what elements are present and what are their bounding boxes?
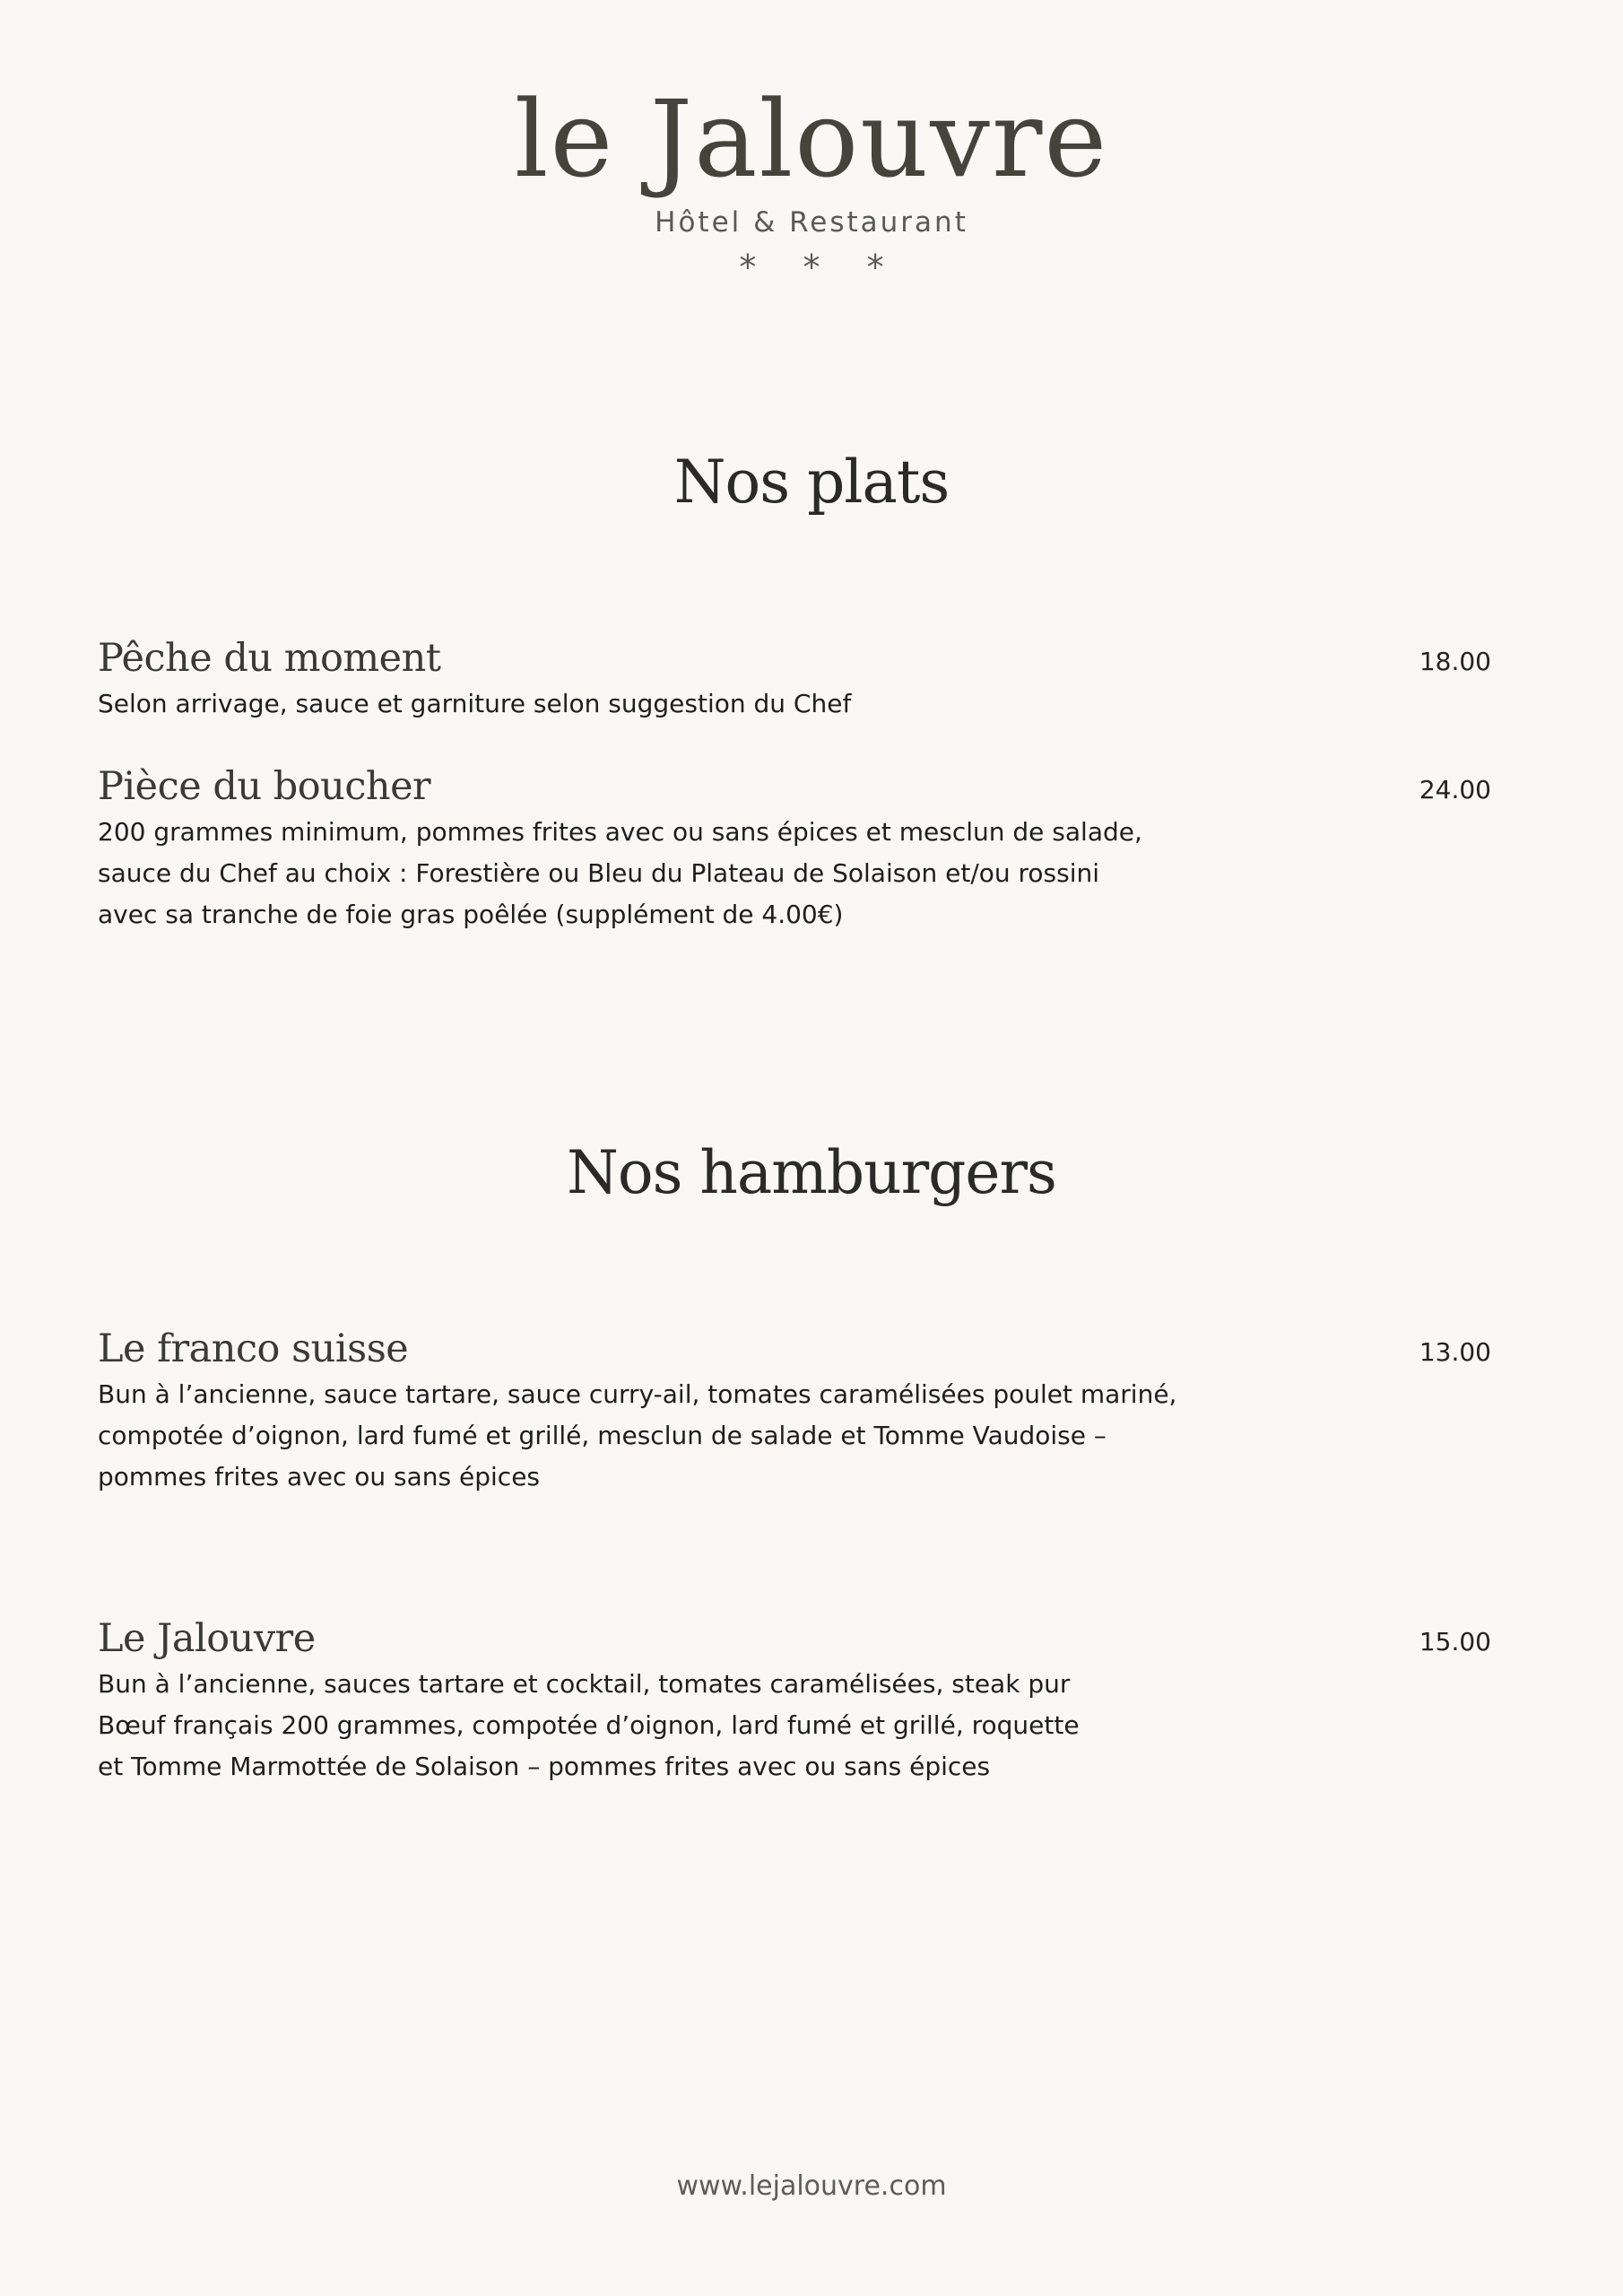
menu-item-price: 15.00 (1419, 1627, 1491, 1657)
description-line: Selon arrivage, sauce et garniture selon suggestion du Chef (98, 689, 852, 718)
description-line: Bun à l’ancienne, sauces tartare et cocktail, tomates caramélisées, steak pur (98, 1669, 1071, 1699)
menu-item-description (98, 812, 1491, 935)
menu-item (98, 763, 1491, 935)
menu-item (98, 1615, 1491, 1787)
brand-stars: * * * (739, 248, 902, 287)
menu-item-description (98, 1664, 1491, 1787)
description-line: compotée d’oignon, lard fumé et grillé, mesclun de salade et Tomme Vaudoise – (98, 1421, 1107, 1450)
brand-subtitle: Hôtel & Restaurant (655, 206, 968, 239)
section-title-plats: Nos plats (673, 448, 950, 517)
menu-item-description (98, 1374, 1491, 1498)
menu-item-price: 24.00 (1419, 775, 1491, 804)
menu-item-name: Pêche du moment (98, 636, 441, 681)
description-line: avec sa tranche de foie gras poêlée (supplément de 4.00€) (98, 900, 844, 929)
menu-item-price: 18.00 (1419, 647, 1491, 676)
menu-item-name: Le franco suisse (98, 1326, 409, 1371)
description-line: Bœuf français 200 grammes, compotée d’oignon, lard fumé et grillé, roquette (98, 1710, 1080, 1740)
menu-item (98, 635, 1491, 725)
page-header (0, 77, 1623, 287)
menu-item-name: Le Jalouvre (98, 1616, 316, 1661)
description-line: Bun à l’ancienne, sauce tartare, sauce curry-ail, tomates caramélisées poulet mariné, (98, 1379, 1177, 1409)
description-line: et Tomme Marmottée de Solaison – pommes frites avec ou sans épices (98, 1752, 991, 1781)
footer-website-link[interactable]: www.lejalouvre.com (676, 2170, 947, 2202)
menu-item-price: 13.00 (1419, 1337, 1491, 1367)
brand-logo: le Jalouvre (514, 77, 1109, 201)
description-line: sauce du Chef au choix : Forestière ou Bleu du Plateau de Solaison et/ou rossini (98, 858, 1100, 888)
description-line: 200 grammes minimum, pommes frites avec ou sans épices et mesclun de salade, (98, 817, 1142, 847)
menu-item-name: Pièce du boucher (98, 764, 431, 809)
section-title-hamburgers: Nos hamburgers (567, 1138, 1056, 1207)
menu-item (98, 1326, 1491, 1498)
description-line: pommes frites avec ou sans épices (98, 1462, 541, 1492)
menu-item-description (98, 683, 1491, 725)
